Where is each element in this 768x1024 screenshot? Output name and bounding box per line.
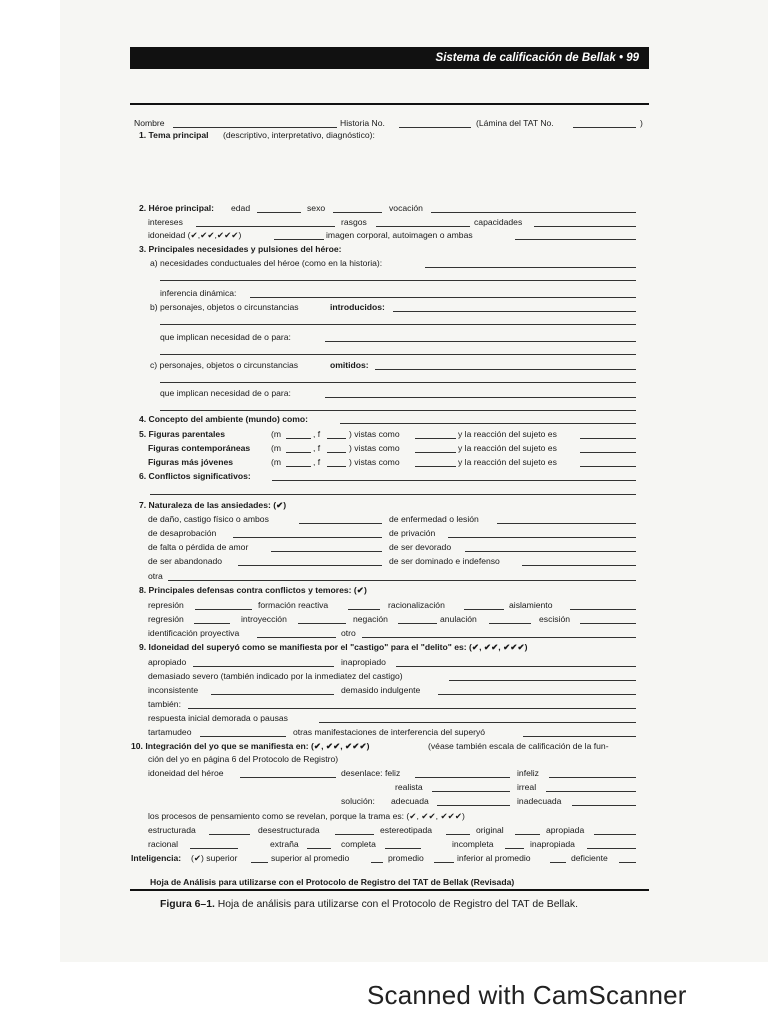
- form-field-blank[interactable]: [425, 267, 636, 268]
- form-label: represión: [148, 600, 184, 610]
- form-label: otra: [148, 571, 163, 581]
- form-label: de falta o pérdida de amor: [148, 542, 249, 552]
- form-label: b) personajes, objetos o circunstancias: [150, 302, 299, 312]
- form-label: racionalización: [388, 600, 445, 610]
- form-field-blank[interactable]: [340, 423, 636, 424]
- form-field-blank[interactable]: [434, 862, 454, 863]
- form-field-blank[interactable]: [160, 410, 636, 411]
- form-label: de daño, castigo físico o ambos: [148, 514, 269, 524]
- form-label: , f: [313, 457, 321, 467]
- form-section-heading: introducidos:: [330, 302, 385, 312]
- form-label: estructurada: [148, 825, 196, 835]
- form-label: otro: [341, 628, 356, 638]
- form-label: capacidades: [474, 217, 523, 227]
- form-field-blank[interactable]: [286, 438, 311, 439]
- figure-number: Figura 6–1.: [160, 899, 215, 910]
- form-label: original: [476, 825, 504, 835]
- form-label: intereses: [148, 217, 183, 227]
- form-label: tartamudeo: [148, 727, 192, 737]
- form-label: otras manifestaciones de interferencia del superyó: [293, 727, 486, 737]
- form-field-blank[interactable]: [580, 438, 636, 439]
- form-field-blank[interactable]: [489, 623, 531, 624]
- form-section-heading: 2. Héroe principal:: [139, 203, 214, 213]
- form-label: imagen corporal, autoimagen o ambas: [326, 230, 473, 240]
- form-label: escisión: [539, 614, 571, 624]
- form-field-blank[interactable]: [522, 565, 636, 566]
- form-section-heading: omitidos:: [330, 360, 369, 370]
- form-label: (m: [271, 443, 282, 453]
- form-field-blank[interactable]: [523, 736, 636, 737]
- form-label: rasgos: [341, 217, 367, 227]
- form-field-blank[interactable]: [448, 537, 636, 538]
- form-field-blank[interactable]: [325, 341, 636, 342]
- form-field-blank[interactable]: [432, 791, 510, 792]
- form-field-blank[interactable]: [195, 609, 252, 610]
- page-header-band: Sistema de calificación de Bellak • 99: [130, 47, 649, 69]
- form-field-blank[interactable]: [415, 777, 510, 778]
- form-label: (✔) superior: [191, 853, 238, 863]
- form-label: de enfermedad o lesión: [389, 514, 479, 524]
- form-label: de privación: [389, 528, 436, 538]
- form-section-heading: Inteligencia:: [131, 853, 182, 863]
- form-label: ción del yo en página 6 del Protocolo de Registro): [148, 754, 339, 764]
- form-field-blank[interactable]: [196, 226, 335, 227]
- form-label: apropiado: [148, 657, 187, 667]
- form-label: irreal: [517, 782, 537, 792]
- form-field-blank[interactable]: [271, 551, 382, 552]
- form-field-blank[interactable]: [550, 862, 566, 863]
- form-field-blank[interactable]: [286, 466, 311, 467]
- form-field-blank[interactable]: [549, 777, 636, 778]
- form-label: completa: [341, 839, 376, 849]
- form-label: identificación proyectiva: [148, 628, 240, 638]
- form-label: vocación: [389, 203, 423, 213]
- form-label: estereotipada: [380, 825, 433, 835]
- form-field-blank[interactable]: [257, 212, 301, 213]
- form-label: ): [640, 118, 643, 128]
- form-label: inferior al promedio: [457, 853, 531, 863]
- form-label: superior al promedio: [271, 853, 350, 863]
- form-field-blank[interactable]: [587, 848, 636, 849]
- form-field-blank[interactable]: [325, 397, 636, 398]
- form-label: promedio: [388, 853, 424, 863]
- form-label: extraña: [270, 839, 299, 849]
- form-label: sexo: [307, 203, 326, 213]
- form-field-blank[interactable]: [319, 722, 636, 723]
- form-label: Nombre: [134, 118, 165, 128]
- form-section-heading: 3. Principales necesidades y pulsiones del héroe:: [139, 244, 342, 254]
- form-label: (m: [271, 429, 282, 439]
- form-label: infeliz: [517, 768, 539, 778]
- form-field-blank[interactable]: [190, 848, 238, 849]
- form-label: formación reactiva: [258, 600, 329, 610]
- form-field-blank[interactable]: [572, 805, 636, 806]
- form-field-blank[interactable]: [438, 694, 636, 695]
- form-section-heading: 8. Principales defensas contra conflictos y temores: (✔): [139, 585, 367, 595]
- form-field-blank[interactable]: [238, 565, 382, 566]
- form-label: (descriptivo, interpretativo, diagnóstico):: [223, 130, 375, 140]
- form-label: también:: [148, 699, 181, 709]
- form-field-blank[interactable]: [160, 382, 636, 383]
- form-field-blank[interactable]: [465, 551, 636, 552]
- form-field-blank[interactable]: [376, 226, 470, 227]
- form-label: realista: [395, 782, 423, 792]
- form-field-blank[interactable]: [594, 834, 636, 835]
- form-label: idoneidad del héroe: [148, 768, 224, 778]
- form-field-blank[interactable]: [446, 834, 470, 835]
- form-field-blank[interactable]: [375, 369, 636, 370]
- form-field-blank[interactable]: [534, 226, 636, 227]
- form-field-blank[interactable]: [619, 862, 636, 863]
- form-field-blank[interactable]: [233, 537, 382, 538]
- form-field-blank[interactable]: [327, 466, 346, 467]
- form-section-heading: Figuras más jóvenes: [148, 457, 234, 467]
- form-label: introyección: [241, 614, 287, 624]
- form-field-blank[interactable]: [286, 452, 311, 453]
- form-label: demasido indulgente: [341, 685, 421, 695]
- form-label: anulación: [440, 614, 477, 624]
- form-label: (Lámina del TAT No.: [476, 118, 554, 128]
- form-label: solución:: [341, 796, 375, 806]
- form-field-blank[interactable]: [580, 452, 636, 453]
- form-field-blank[interactable]: [335, 834, 374, 835]
- form-label: c) personajes, objetos o circunstancias: [150, 360, 299, 370]
- form-label: inferencia dinámica:: [160, 288, 237, 298]
- form-section-heading: 10. Integración del yo que se manifiesta en: (✔, ✔✔, ✔✔✔): [131, 741, 370, 751]
- form-field-blank[interactable]: [188, 708, 636, 709]
- form-section-heading: 7. Naturaleza de las ansiedades: (✔): [139, 500, 287, 510]
- figure-caption-text: Hoja de análisis para utilizarse con el Protocolo de Registro del TAT de Bellak.: [214, 899, 578, 910]
- form-section-heading: 4. Concepto del ambiente (mundo) como:: [139, 414, 309, 424]
- form-field-blank[interactable]: [415, 466, 456, 467]
- form-field-blank[interactable]: [272, 480, 636, 481]
- form-field-blank[interactable]: [160, 354, 636, 355]
- form-field-blank[interactable]: [193, 666, 334, 667]
- form-section-heading: 6. Conflictos significativos:: [139, 471, 251, 481]
- form-label: negación: [353, 614, 388, 624]
- form-field-blank[interactable]: [570, 609, 636, 610]
- form-field-blank[interactable]: [240, 777, 336, 778]
- form-label: inapropiado: [341, 657, 386, 667]
- form-field-blank[interactable]: [505, 848, 524, 849]
- form-label: idoneidad (✔,✔✔,✔✔✔): [148, 230, 242, 240]
- form-label: de ser dominado e indefenso: [389, 556, 500, 566]
- form-label: inconsistente: [148, 685, 199, 695]
- form-field-blank[interactable]: [160, 280, 636, 281]
- form-field-blank[interactable]: [307, 848, 331, 849]
- form-label: a) necesidades conductuales del héroe (como en la historia):: [150, 258, 383, 268]
- form-field-blank[interactable]: [371, 862, 383, 863]
- form-section-heading: Figuras contemporáneas: [148, 443, 251, 453]
- form-field-blank[interactable]: [299, 523, 382, 524]
- form-label: incompleta: [452, 839, 494, 849]
- form-field-blank[interactable]: [327, 452, 346, 453]
- form-label: ) vistas como: [349, 443, 400, 453]
- form-field-blank[interactable]: [257, 637, 336, 638]
- form-section-heading: Hoja de Análisis para utilizarse con el Protocolo de Registro del TAT de Bellak (Revisada): [150, 877, 515, 887]
- form-field-blank[interactable]: [393, 311, 636, 312]
- form-label: Historia No.: [340, 118, 385, 128]
- form-section-heading: 5. Figuras parentales: [139, 429, 225, 439]
- form-field-blank[interactable]: [209, 834, 250, 835]
- form-field-blank[interactable]: [348, 609, 380, 610]
- form-label: inadecuada: [517, 796, 562, 806]
- form-field-blank[interactable]: [464, 609, 504, 610]
- form-label: ) vistas como: [349, 429, 400, 439]
- form-field-blank[interactable]: [211, 694, 334, 695]
- form-label: adecuada: [391, 796, 429, 806]
- form-field-blank[interactable]: [396, 666, 636, 667]
- form-field-blank[interactable]: [333, 212, 382, 213]
- form-field-blank[interactable]: [362, 637, 636, 638]
- form-label: que implican necesidad de o para:: [160, 332, 291, 342]
- form-field-blank[interactable]: [580, 466, 636, 467]
- form-field-blank[interactable]: [449, 680, 636, 681]
- form-label: desenlace: feliz: [341, 768, 401, 778]
- bottom-rule: [130, 889, 649, 891]
- form-label: edad: [231, 203, 251, 213]
- form-label: deficiente: [571, 853, 608, 863]
- form-label: que implican necesidad de o para:: [160, 388, 291, 398]
- form-field-blank[interactable]: [160, 324, 636, 325]
- form-label: inapropiada: [530, 839, 575, 849]
- form-label: apropiada: [546, 825, 585, 835]
- form-label: y la reacción del sujeto es: [458, 457, 557, 467]
- top-rule: [130, 103, 649, 105]
- form-label: desestructurada: [258, 825, 320, 835]
- form-label: de ser devorado: [389, 542, 452, 552]
- form-label: respuesta inicial demorada o pausas: [148, 713, 288, 723]
- form-field-blank[interactable]: [515, 239, 636, 240]
- form-label: y la reacción del sujeto es: [458, 429, 557, 439]
- form-field-blank[interactable]: [398, 623, 437, 624]
- form-label: y la reacción del sujeto es: [458, 443, 557, 453]
- form-field-blank[interactable]: [415, 452, 456, 453]
- form-field-blank[interactable]: [250, 297, 636, 298]
- form-label: los procesos de pensamiento como se revelan, porque la trama es: (✔, ✔✔, ✔✔✔): [148, 811, 465, 821]
- form-label: de ser abandonado: [148, 556, 223, 566]
- form-label: ) vistas como: [349, 457, 400, 467]
- form-label: aislamiento: [509, 600, 553, 610]
- form-field-blank[interactable]: [251, 862, 268, 863]
- form-label: regresión: [148, 614, 184, 624]
- form-field-blank[interactable]: [173, 127, 337, 128]
- form-field-blank[interactable]: [385, 848, 421, 849]
- form-field-blank[interactable]: [415, 438, 456, 439]
- form-label: (m: [271, 457, 282, 467]
- figure-caption: [160, 899, 578, 910]
- form-field-blank[interactable]: [298, 623, 346, 624]
- form-field-blank[interactable]: [580, 623, 636, 624]
- form-field-blank[interactable]: [194, 623, 230, 624]
- form-label: de desaprobación: [148, 528, 217, 538]
- form-section-heading: 1. Tema principal: [139, 130, 209, 140]
- form-field-blank[interactable]: [168, 580, 636, 581]
- form-field-blank[interactable]: [437, 805, 510, 806]
- form-label: demasiado severo (también indicado por la inmediatez del castigo): [148, 671, 403, 681]
- camscanner-watermark: Scanned with CamScanner: [367, 980, 687, 1010]
- form-field-blank[interactable]: [573, 127, 636, 128]
- form-field-blank[interactable]: [274, 239, 324, 240]
- form-field-blank[interactable]: [546, 791, 636, 792]
- form-label: (véase también escala de calificación de la fun-: [428, 741, 609, 751]
- form-label: racional: [148, 839, 179, 849]
- form-section-heading: 9. Idoneidad del superyó como se manifiesta por el "castigo" para el "delito" es: (✔, ✔✔, ✔✔✔): [139, 642, 528, 652]
- form-field-blank[interactable]: [150, 494, 636, 495]
- form-field-blank[interactable]: [399, 127, 471, 128]
- form-label: , f: [313, 429, 321, 439]
- form-field-blank[interactable]: [497, 523, 636, 524]
- form-field-blank[interactable]: [200, 736, 286, 737]
- form-field-blank[interactable]: [515, 834, 540, 835]
- form-field-blank[interactable]: [327, 438, 346, 439]
- form-label: , f: [313, 443, 321, 453]
- form-field-blank[interactable]: [431, 212, 636, 213]
